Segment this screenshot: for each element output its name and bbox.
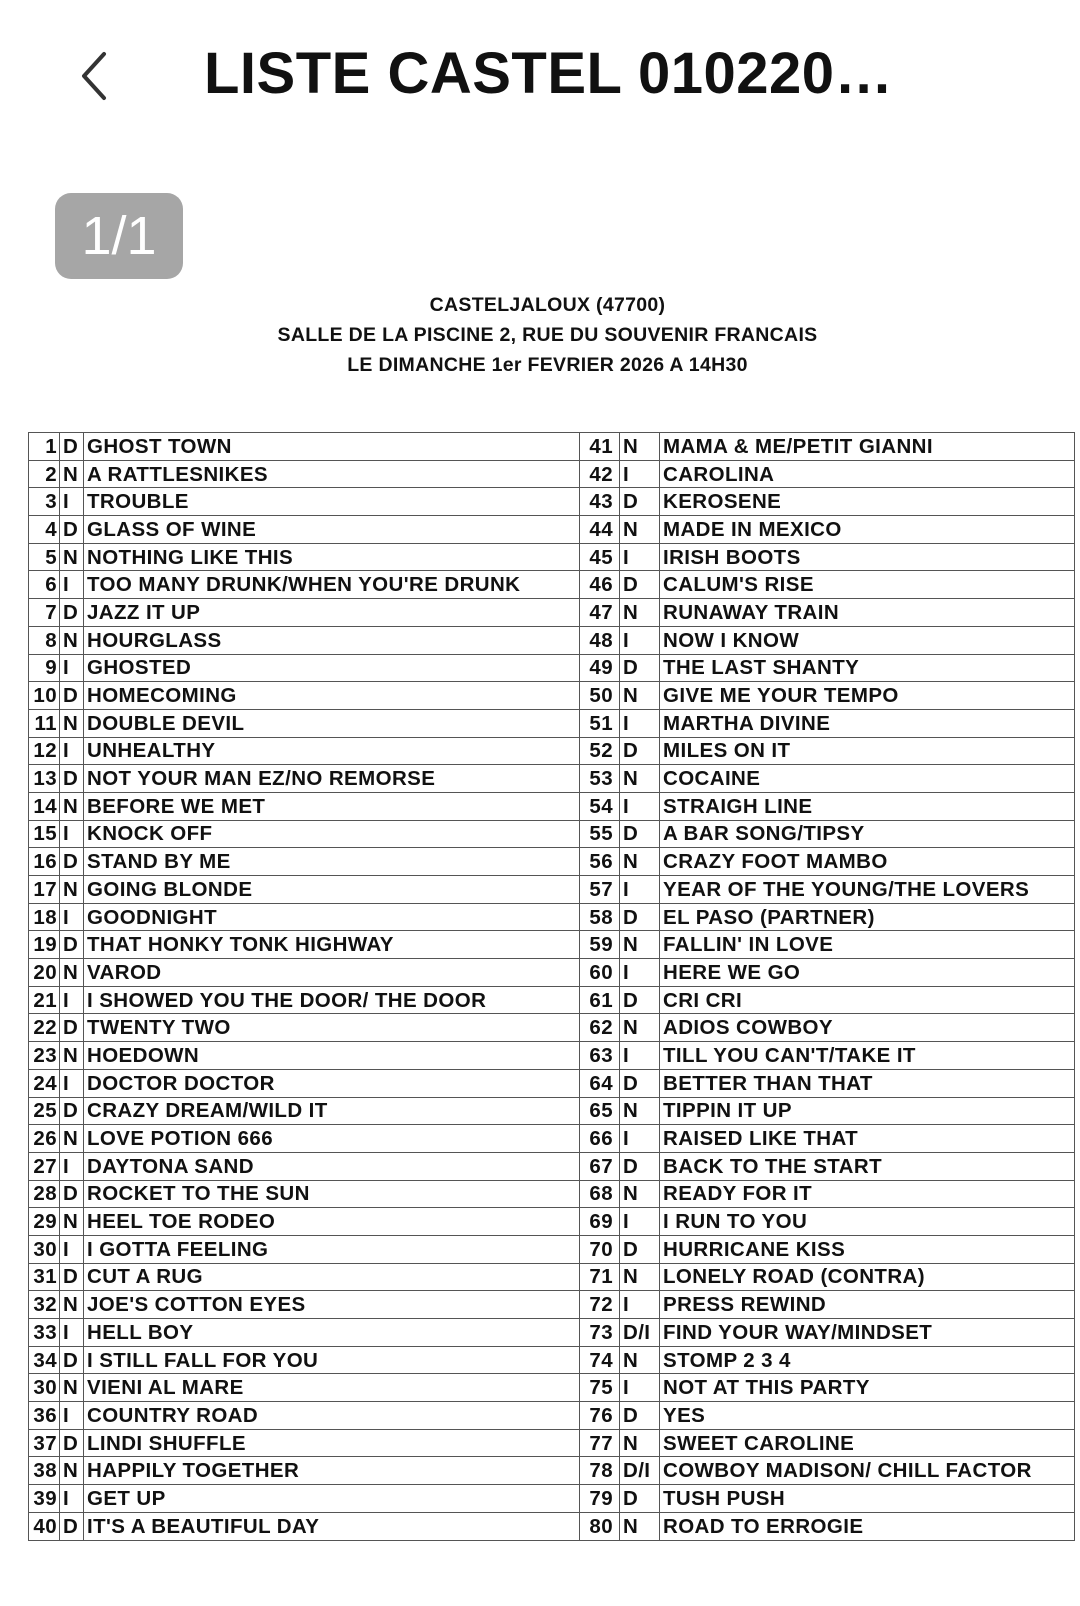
table-row xyxy=(29,1125,1075,1153)
table-row xyxy=(29,516,1075,544)
dance-level-cell: I xyxy=(620,1291,660,1319)
dance-number-cell: 28 xyxy=(29,1180,60,1208)
dance-level-cell: N xyxy=(60,543,84,571)
dance-level-cell: D xyxy=(60,1512,84,1540)
dance-number-cell: 41 xyxy=(580,433,620,461)
table-row xyxy=(29,1235,1075,1263)
document-header xyxy=(0,290,1080,380)
dance-number-cell: 61 xyxy=(580,986,620,1014)
dance-number-cell: 30 xyxy=(29,1235,60,1263)
table-row xyxy=(29,1042,1075,1070)
table-row xyxy=(29,848,1075,876)
table-row xyxy=(29,1402,1075,1430)
dance-number-cell: 23 xyxy=(29,1042,60,1070)
table-row xyxy=(29,599,1075,627)
dance-level-cell: D xyxy=(60,1097,84,1125)
dance-title-cell: YEAR OF THE YOUNG/THE LOVERS xyxy=(660,876,1075,904)
dance-title-cell: YES xyxy=(660,1402,1075,1430)
dance-level-cell: I xyxy=(60,1069,84,1097)
dance-number-cell: 17 xyxy=(29,876,60,904)
dance-level-cell: I xyxy=(620,959,660,987)
dance-level-cell: I xyxy=(60,820,84,848)
table-row xyxy=(29,1319,1075,1347)
dance-title-cell: GET UP xyxy=(84,1485,580,1513)
table-row xyxy=(29,488,1075,516)
dance-title-cell: TILL YOU CAN'T/TAKE IT xyxy=(660,1042,1075,1070)
dance-level-cell: N xyxy=(60,626,84,654)
dance-level-cell: D xyxy=(620,1152,660,1180)
table-row xyxy=(29,1457,1075,1485)
dance-title-cell: FIND YOUR WAY/MINDSET xyxy=(660,1319,1075,1347)
dance-number-cell: 43 xyxy=(580,488,620,516)
dance-title-cell: BETTER THAN THAT xyxy=(660,1069,1075,1097)
dance-level-cell: N xyxy=(60,876,84,904)
dance-title-cell: BACK TO THE START xyxy=(660,1152,1075,1180)
dance-title-cell: MARTHA DIVINE xyxy=(660,709,1075,737)
dance-number-cell: 77 xyxy=(580,1429,620,1457)
dance-number-cell: 40 xyxy=(29,1512,60,1540)
dance-number-cell: 74 xyxy=(580,1346,620,1374)
dance-level-cell: N xyxy=(620,931,660,959)
dance-level-cell: D xyxy=(60,848,84,876)
dance-number-cell: 46 xyxy=(580,571,620,599)
dance-level-cell: N xyxy=(620,516,660,544)
table-row xyxy=(29,903,1075,931)
dance-title-cell: ADIOS COWBOY xyxy=(660,1014,1075,1042)
dance-title-cell: HOURGLASS xyxy=(84,626,580,654)
dance-level-cell: D xyxy=(620,1402,660,1430)
dance-title-cell: THE LAST SHANTY xyxy=(660,654,1075,682)
dance-level-cell: I xyxy=(620,543,660,571)
table-row xyxy=(29,792,1075,820)
dance-level-cell: N xyxy=(620,682,660,710)
dance-number-cell: 20 xyxy=(29,959,60,987)
dance-title-cell: CALUM'S RISE xyxy=(660,571,1075,599)
back-button[interactable] xyxy=(72,46,122,106)
dance-level-cell: N xyxy=(620,1014,660,1042)
dance-title-cell: LOVE POTION 666 xyxy=(84,1125,580,1153)
table-row xyxy=(29,1208,1075,1236)
dance-number-cell: 30 xyxy=(29,1374,60,1402)
dance-title-cell: GHOSTED xyxy=(84,654,580,682)
dance-level-cell: D xyxy=(60,765,84,793)
dance-level-cell: D xyxy=(620,1235,660,1263)
dance-level-cell: I xyxy=(60,571,84,599)
header-line-date: LE DIMANCHE 1er FEVRIER 2026 A 14H30 xyxy=(347,354,748,376)
dance-level-cell: I xyxy=(620,1374,660,1402)
dance-level-cell: D xyxy=(620,820,660,848)
table-row xyxy=(29,986,1075,1014)
dance-number-cell: 2 xyxy=(29,460,60,488)
dance-level-cell: D xyxy=(60,599,84,627)
dance-level-cell: N xyxy=(60,1125,84,1153)
dance-title-cell: DOCTOR DOCTOR xyxy=(84,1069,580,1097)
dance-level-cell: N xyxy=(620,1429,660,1457)
dance-number-cell: 49 xyxy=(580,654,620,682)
dance-number-cell: 18 xyxy=(29,903,60,931)
dance-number-cell: 47 xyxy=(580,599,620,627)
dance-level-cell: D xyxy=(620,1069,660,1097)
dance-number-cell: 67 xyxy=(580,1152,620,1180)
table-row xyxy=(29,1152,1075,1180)
table-row xyxy=(29,654,1075,682)
dance-number-cell: 72 xyxy=(580,1291,620,1319)
dance-title-cell: MAMA & ME/PETIT GIANNI xyxy=(660,433,1075,461)
dance-number-cell: 12 xyxy=(29,737,60,765)
dance-level-cell: I xyxy=(60,903,84,931)
dance-number-cell: 9 xyxy=(29,654,60,682)
dance-number-cell: 29 xyxy=(29,1208,60,1236)
dance-number-cell: 24 xyxy=(29,1069,60,1097)
dance-level-cell: N xyxy=(60,460,84,488)
dance-title-cell: HELL BOY xyxy=(84,1319,580,1347)
dance-title-cell: GIVE ME YOUR TEMPO xyxy=(660,682,1075,710)
header-line-location: CASTELJALOUX (47700) xyxy=(429,294,666,316)
dance-number-cell: 58 xyxy=(580,903,620,931)
dance-title-cell: CUT A RUG xyxy=(84,1263,580,1291)
dance-number-cell: 11 xyxy=(29,709,60,737)
dance-level-cell: N xyxy=(620,1180,660,1208)
dance-number-cell: 3 xyxy=(29,488,60,516)
dance-title-cell: GOODNIGHT xyxy=(84,903,580,931)
dance-title-cell: BEFORE WE MET xyxy=(84,792,580,820)
table-row xyxy=(29,709,1075,737)
dance-level-cell: N xyxy=(60,792,84,820)
dance-number-cell: 73 xyxy=(580,1319,620,1347)
dance-number-cell: 42 xyxy=(580,460,620,488)
dance-title-cell: COWBOY MADISON/ CHILL FACTOR xyxy=(660,1457,1075,1485)
table-row xyxy=(29,765,1075,793)
dance-number-cell: 25 xyxy=(29,1097,60,1125)
dance-number-cell: 16 xyxy=(29,848,60,876)
table-row xyxy=(29,1485,1075,1513)
dance-title-cell: READY FOR IT xyxy=(660,1180,1075,1208)
dance-title-cell: COUNTRY ROAD xyxy=(84,1402,580,1430)
dance-level-cell: I xyxy=(620,1042,660,1070)
table-row xyxy=(29,626,1075,654)
dance-title-cell: CRI CRI xyxy=(660,986,1075,1014)
dance-number-cell: 76 xyxy=(580,1402,620,1430)
dance-level-cell: D xyxy=(620,903,660,931)
dance-title-cell: KNOCK OFF xyxy=(84,820,580,848)
table-row xyxy=(29,737,1075,765)
dance-title-cell: RUNAWAY TRAIN xyxy=(660,599,1075,627)
dance-title-cell: ROAD TO ERROGIE xyxy=(660,1512,1075,1540)
dance-title-cell: NOT AT THIS PARTY xyxy=(660,1374,1075,1402)
dance-number-cell: 68 xyxy=(580,1180,620,1208)
table-row xyxy=(29,1429,1075,1457)
dance-number-cell: 71 xyxy=(580,1263,620,1291)
dance-number-cell: 57 xyxy=(580,876,620,904)
dance-title-cell: HOEDOWN xyxy=(84,1042,580,1070)
dance-level-cell: I xyxy=(60,1485,84,1513)
dance-level-cell: D xyxy=(620,654,660,682)
page-indicator-badge: 1/1 xyxy=(55,193,183,279)
dance-title-cell: MILES ON IT xyxy=(660,737,1075,765)
dance-number-cell: 78 xyxy=(580,1457,620,1485)
dance-title-cell: A RATTLESNIKES xyxy=(84,460,580,488)
dance-title-cell: IT'S A BEAUTIFUL DAY xyxy=(84,1512,580,1540)
dance-level-cell: N xyxy=(620,1346,660,1374)
dance-title-cell: VIENI AL MARE xyxy=(84,1374,580,1402)
dance-number-cell: 63 xyxy=(580,1042,620,1070)
dance-title-cell: HAPPILY TOGETHER xyxy=(84,1457,580,1485)
dance-title-cell: TOO MANY DRUNK/WHEN YOU'RE DRUNK xyxy=(84,571,580,599)
table-row xyxy=(29,959,1075,987)
dance-level-cell: D xyxy=(60,1346,84,1374)
dance-title-cell: STOMP 2 3 4 xyxy=(660,1346,1075,1374)
dance-level-cell: D xyxy=(60,516,84,544)
dance-title-cell: CAROLINA xyxy=(660,460,1075,488)
dance-title-cell: JAZZ IT UP xyxy=(84,599,580,627)
dance-level-cell: I xyxy=(620,1208,660,1236)
dance-level-cell: N xyxy=(60,959,84,987)
dance-number-cell: 19 xyxy=(29,931,60,959)
dance-number-cell: 59 xyxy=(580,931,620,959)
dance-number-cell: 70 xyxy=(580,1235,620,1263)
dance-title-cell: HOMECOMING xyxy=(84,682,580,710)
dance-number-cell: 14 xyxy=(29,792,60,820)
dance-title-cell: I GOTTA FEELING xyxy=(84,1235,580,1263)
dance-title-cell: TUSH PUSH xyxy=(660,1485,1075,1513)
dance-level-cell: N xyxy=(60,709,84,737)
dance-number-cell: 53 xyxy=(580,765,620,793)
dance-title-cell: NOTHING LIKE THIS xyxy=(84,543,580,571)
dance-number-cell: 64 xyxy=(580,1069,620,1097)
dance-number-cell: 5 xyxy=(29,543,60,571)
dance-number-cell: 34 xyxy=(29,1346,60,1374)
table-row xyxy=(29,571,1075,599)
dance-level-cell: D xyxy=(60,1429,84,1457)
dance-number-cell: 31 xyxy=(29,1263,60,1291)
dance-title-cell: I STILL FALL FOR YOU xyxy=(84,1346,580,1374)
dance-number-cell: 21 xyxy=(29,986,60,1014)
dance-number-cell: 8 xyxy=(29,626,60,654)
dance-number-cell: 38 xyxy=(29,1457,60,1485)
dance-title-cell: STRAIGH LINE xyxy=(660,792,1075,820)
table-row xyxy=(29,1097,1075,1125)
dance-level-cell: N xyxy=(620,1097,660,1125)
dance-number-cell: 56 xyxy=(580,848,620,876)
dance-level-cell: N xyxy=(60,1291,84,1319)
dance-number-cell: 62 xyxy=(580,1014,620,1042)
dance-title-cell: EL PASO (PARTNER) xyxy=(660,903,1075,931)
table-row xyxy=(29,1512,1075,1540)
dance-level-cell: I xyxy=(60,737,84,765)
dance-level-cell: D xyxy=(620,1485,660,1513)
dance-title-cell: DOUBLE DEVIL xyxy=(84,709,580,737)
dance-title-cell: TROUBLE xyxy=(84,488,580,516)
dance-number-cell: 6 xyxy=(29,571,60,599)
dance-number-cell: 1 xyxy=(29,433,60,461)
dance-title-cell: NOW I KNOW xyxy=(660,626,1075,654)
dance-level-cell: D xyxy=(620,737,660,765)
dance-level-cell: I xyxy=(60,1402,84,1430)
dance-title-cell: HEEL TOE RODEO xyxy=(84,1208,580,1236)
table-row xyxy=(29,682,1075,710)
dance-number-cell: 69 xyxy=(580,1208,620,1236)
dance-level-cell: I xyxy=(60,986,84,1014)
dance-level-cell: I xyxy=(60,654,84,682)
dance-title-cell: FALLIN' IN LOVE xyxy=(660,931,1075,959)
table-row xyxy=(29,1291,1075,1319)
dance-number-cell: 75 xyxy=(580,1374,620,1402)
dance-number-cell: 10 xyxy=(29,682,60,710)
dance-title-cell: A BAR SONG/TIPSY xyxy=(660,820,1075,848)
dance-level-cell: D/I xyxy=(620,1457,660,1485)
dance-level-cell: I xyxy=(60,1319,84,1347)
page-title: LISTE CASTEL 010220… xyxy=(204,41,894,106)
dance-level-cell: I xyxy=(620,1125,660,1153)
dance-number-cell: 52 xyxy=(580,737,620,765)
dance-level-cell: N xyxy=(620,1263,660,1291)
dance-number-cell: 15 xyxy=(29,820,60,848)
dance-number-cell: 33 xyxy=(29,1319,60,1347)
dance-number-cell: 44 xyxy=(580,516,620,544)
dance-number-cell: 39 xyxy=(29,1485,60,1513)
dance-level-cell: N xyxy=(60,1457,84,1485)
dance-level-cell: D xyxy=(620,488,660,516)
dance-number-cell: 50 xyxy=(580,682,620,710)
dance-title-cell: PRESS REWIND xyxy=(660,1291,1075,1319)
dance-level-cell: I xyxy=(60,1152,84,1180)
dance-number-cell: 13 xyxy=(29,765,60,793)
dance-number-cell: 27 xyxy=(29,1152,60,1180)
dance-title-cell: NOT YOUR MAN EZ/NO REMORSE xyxy=(84,765,580,793)
dance-title-cell: I SHOWED YOU THE DOOR/ THE DOOR xyxy=(84,986,580,1014)
dance-list-table xyxy=(28,432,1075,1541)
dance-level-cell: N xyxy=(60,1374,84,1402)
table-row xyxy=(29,1069,1075,1097)
dance-number-cell: 65 xyxy=(580,1097,620,1125)
dance-number-cell: 48 xyxy=(580,626,620,654)
dance-level-cell: I xyxy=(620,792,660,820)
table-row xyxy=(29,931,1075,959)
dance-number-cell: 37 xyxy=(29,1429,60,1457)
table-row xyxy=(29,460,1075,488)
dance-level-cell: N xyxy=(620,1512,660,1540)
dance-number-cell: 79 xyxy=(580,1485,620,1513)
dance-level-cell: D/I xyxy=(620,1319,660,1347)
dance-level-cell: N xyxy=(60,1208,84,1236)
dance-title-cell: JOE'S COTTON EYES xyxy=(84,1291,580,1319)
dance-level-cell: I xyxy=(60,488,84,516)
dance-number-cell: 51 xyxy=(580,709,620,737)
dance-number-cell: 80 xyxy=(580,1512,620,1540)
dance-number-cell: 60 xyxy=(580,959,620,987)
dance-level-cell: D xyxy=(620,571,660,599)
dance-number-cell: 26 xyxy=(29,1125,60,1153)
dance-number-cell: 32 xyxy=(29,1291,60,1319)
dance-level-cell: I xyxy=(620,626,660,654)
dance-number-cell: 36 xyxy=(29,1402,60,1430)
dance-title-cell: IRISH BOOTS xyxy=(660,543,1075,571)
dance-level-cell: D xyxy=(60,1014,84,1042)
dance-level-cell: D xyxy=(60,931,84,959)
dance-level-cell: D xyxy=(60,433,84,461)
dance-title-cell: STAND BY ME xyxy=(84,848,580,876)
table-row xyxy=(29,1263,1075,1291)
dance-title-cell: GHOST TOWN xyxy=(84,433,580,461)
chevron-left-icon xyxy=(72,46,122,106)
dance-level-cell: N xyxy=(60,1042,84,1070)
dance-title-cell: GLASS OF WINE xyxy=(84,516,580,544)
dance-number-cell: 7 xyxy=(29,599,60,627)
dance-title-cell: TIPPIN IT UP xyxy=(660,1097,1075,1125)
dance-title-cell: CRAZY DREAM/WILD IT xyxy=(84,1097,580,1125)
dance-title-cell: SWEET CAROLINE xyxy=(660,1429,1075,1457)
table-row xyxy=(29,1014,1075,1042)
dance-title-cell: I RUN TO YOU xyxy=(660,1208,1075,1236)
dance-number-cell: 55 xyxy=(580,820,620,848)
dance-level-cell: I xyxy=(620,709,660,737)
dance-level-cell: I xyxy=(620,876,660,904)
table-row xyxy=(29,820,1075,848)
dance-level-cell: I xyxy=(60,1235,84,1263)
dance-number-cell: 54 xyxy=(580,792,620,820)
header-line-venue: SALLE DE LA PISCINE 2, RUE DU SOUVENIR FRANCAIS xyxy=(277,324,818,346)
dance-title-cell: RAISED LIKE THAT xyxy=(660,1125,1075,1153)
dance-title-cell: DAYTONA SAND xyxy=(84,1152,580,1180)
table-row xyxy=(29,876,1075,904)
dance-level-cell: N xyxy=(620,433,660,461)
dance-number-cell: 66 xyxy=(580,1125,620,1153)
table-row xyxy=(29,1374,1075,1402)
dance-title-cell: LONELY ROAD (CONTRA) xyxy=(660,1263,1075,1291)
dance-title-cell: CRAZY FOOT MAMBO xyxy=(660,848,1075,876)
dance-number-cell: 4 xyxy=(29,516,60,544)
dance-number-cell: 22 xyxy=(29,1014,60,1042)
table-row xyxy=(29,1180,1075,1208)
dance-title-cell: TWENTY TWO xyxy=(84,1014,580,1042)
dance-level-cell: D xyxy=(620,986,660,1014)
dance-title-cell: GOING BLONDE xyxy=(84,876,580,904)
table-row xyxy=(29,543,1075,571)
dance-number-cell: 45 xyxy=(580,543,620,571)
dance-level-cell: D xyxy=(60,1180,84,1208)
dance-level-cell: I xyxy=(620,460,660,488)
dance-title-cell: HERE WE GO xyxy=(660,959,1075,987)
dance-title-cell: VAROD xyxy=(84,959,580,987)
table-row xyxy=(29,1346,1075,1374)
dance-title-cell: ROCKET TO THE SUN xyxy=(84,1180,580,1208)
dance-title-cell: UNHEALTHY xyxy=(84,737,580,765)
dance-level-cell: N xyxy=(620,765,660,793)
dance-level-cell: N xyxy=(620,848,660,876)
dance-title-cell: COCAINE xyxy=(660,765,1075,793)
dance-title-cell: THAT HONKY TONK HIGHWAY xyxy=(84,931,580,959)
table-row xyxy=(29,433,1075,461)
dance-title-cell: HURRICANE KISS xyxy=(660,1235,1075,1263)
dance-title-cell: LINDI SHUFFLE xyxy=(84,1429,580,1457)
dance-level-cell: D xyxy=(60,1263,84,1291)
dance-title-cell: KEROSENE xyxy=(660,488,1075,516)
dance-level-cell: N xyxy=(620,599,660,627)
dance-title-cell: MADE IN MEXICO xyxy=(660,516,1075,544)
dance-level-cell: D xyxy=(60,682,84,710)
